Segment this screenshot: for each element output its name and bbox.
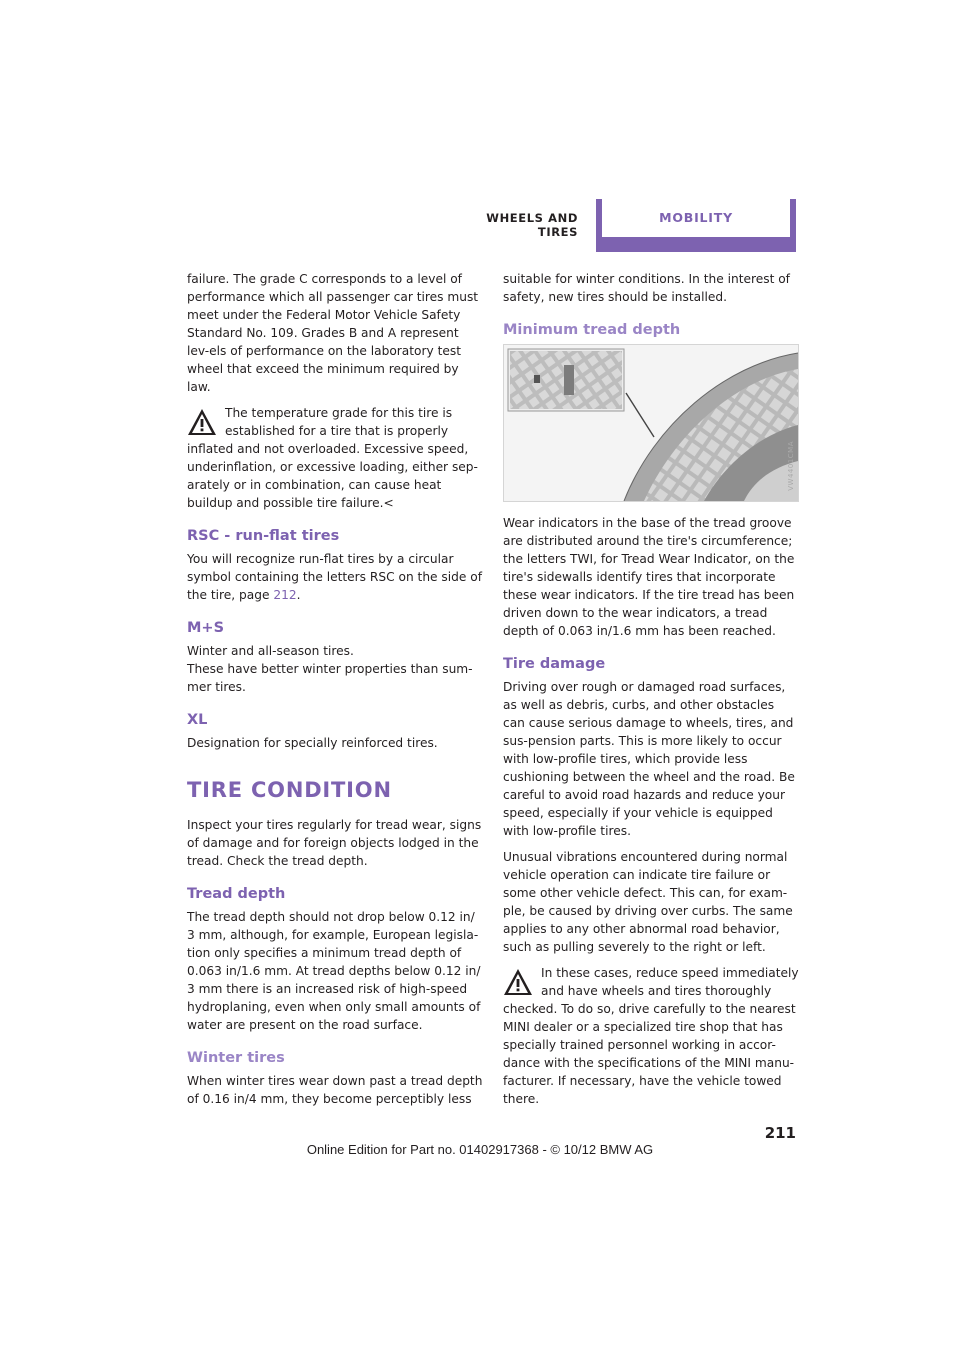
warning-temperature [187, 404, 483, 512]
paragraph-wear-indicators: Wear indicators in the base of the tread groove are distributed around the tire's circumference; the letters TWI, for Tread Wear Indicator, on the tire's sidewalls identify tires that incorporate these wear indicators. If the tire tread has been driven down to the wear indicators, a tread depth of 0.063 in/1.6 mm has been reached. [503, 516, 795, 638]
paragraph-vibrations: Unusual vibrations encountered during normal vehicle operation can indicate tire failure or some other vehicle defect. This can, for exam-ple, be caused by driving over curbs. The same applies to any other abnormal road behavior, such as pulling severely to the right or left. [503, 850, 793, 954]
heading-tire-damage: Tire damage [503, 656, 606, 672]
paragraph-condition: Inspect your tires regularly for tread wear, signs of damage and for foreign objects lodged in the tread. Check the tread depth. [187, 818, 482, 868]
warning-triangle-icon [503, 968, 533, 996]
rsc-text: You will recognize run-flat tires by a circular symbol containing the letters RSC on the side of the tire, page [187, 552, 483, 602]
footer-edition: Online Edition for Part no. 01402917368 - © 10/12 BMW AG [306, 1142, 654, 1157]
figure-code: VW4401CMA [787, 441, 795, 491]
warning-reduce-speed-text: In these cases, reduce speed immediately and have wheels and tires thoroughly checked. To do so, drive carefully to the nearest MINI dealer or a specialized tire shop that has specially trained personnel working in accor-dance with the specifications of the MINI manu-facturer. If necessary, have the vehicle towed there. [503, 966, 799, 1106]
running-header-section: WHEELS AND TIRES [486, 211, 578, 239]
tire-illustration [504, 345, 798, 501]
paragraph-rsc [187, 550, 483, 604]
paragraph-grade-c: failure. The grade C corresponds to a level of performance which all passenger car tires must meet under the Federal Motor Vehicle Safety Standard No. 109. Grades B and A represent lev-els of performance on the laboratory test wheel that exceed the minimum required by law. [187, 272, 479, 394]
tire-tread-figure [503, 344, 799, 502]
heading-ms: M+S [187, 620, 225, 636]
warning-reduce-speed [503, 964, 799, 1108]
paragraph-xl: Designation for specially reinforced tires. [187, 736, 438, 750]
paragraph-tread-depth: The tread depth should not drop below 0.12 in/ 3 mm, although, for example, European legisla-tion only specifies a minimum tread depth of 0.063 in/1.6 mm. At tread depths below 0.12 in/ 3 mm there is an increased risk of high-speed hydroplaning, even when only small amounts of water are present on the road surface. [187, 910, 481, 1032]
rsc-tail: . [296, 588, 301, 602]
heading-tire-condition: TIRE CONDITION [187, 778, 392, 802]
paragraph-ms-1: Winter and all-season tires. [187, 644, 354, 658]
paragraph-winter-tires: When winter tires wear down past a tread depth of 0.16 in/4 mm, they become perceptibly less [187, 1074, 483, 1106]
right-column [503, 270, 799, 1116]
warning-triangle-icon [187, 408, 217, 436]
page-link-212[interactable]: 212 [273, 588, 297, 602]
left-column [187, 270, 483, 1116]
heading-xl: XL [187, 712, 208, 728]
heading-rsc: RSC - run-flat tires [187, 528, 340, 544]
end-marker: < [383, 496, 394, 510]
chapter-tab-label: MOBILITY [602, 199, 790, 237]
heading-tread-depth: Tread depth [187, 886, 286, 902]
paragraph-ms-2: These have better winter properties than sum-mer tires. [187, 662, 473, 694]
chapter-tab [596, 199, 796, 252]
page-number: 211 [764, 1124, 796, 1142]
heading-minimum-tread: Minimum tread depth [503, 322, 681, 338]
paragraph-winter-cont: suitable for winter conditions. In the interest of safety, new tires should be installed. [503, 272, 790, 304]
heading-winter-tires: Winter tires [187, 1050, 285, 1066]
warning-temperature-text: The temperature grade for this tire is established for a tire that is properly inflated and not overloaded. Excessive speed, underinflation, or excessive loading, either sep-arately or in combination, can cause heat buildup and possible tire failure. [187, 406, 478, 510]
paragraph-tire-damage: Driving over rough or damaged road surfaces, as well as debris, curbs, and other obstacles can cause serious damage to wheels, tires, and sus-pension parts. This is more likely to occur with low-profile tires, which provide less cushioning between the wheel and the road. Be careful to avoid road hazards and reduce your speed, especially if your vehicle is equipped with low-profile tires. [503, 680, 795, 838]
